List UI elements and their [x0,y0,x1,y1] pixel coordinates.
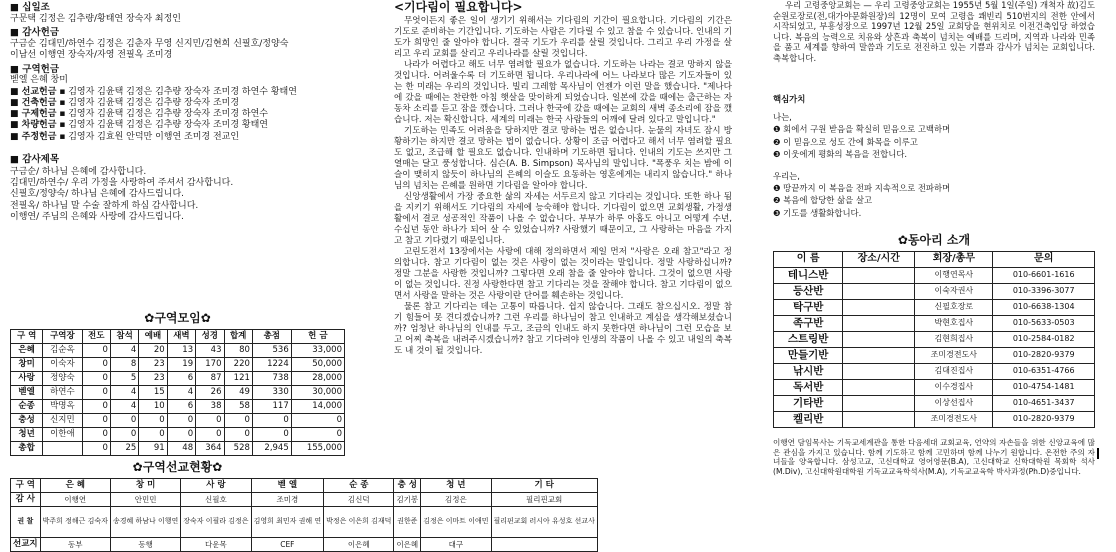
table-cell [843,267,915,283]
table-header-cell: 은 혜 [40,479,110,493]
table-cell: 하연수 [43,386,82,400]
table-header-cell: 벧 엘 [251,479,324,493]
table-row [11,538,598,552]
table-cell: 조미경전도사 [915,411,993,427]
table-cell: 정양숙 [43,372,82,386]
table-cell: 권한준 [394,507,421,538]
table-cell: 50,000 [291,358,344,372]
table-cell: 동부 [40,538,110,552]
table-cell: 536 [252,344,291,358]
pastor-note: 이행연 담임목사는 기독교세계관을 통한 다음세대 교회교육, 언약의 자손들을 위한 신앙교육에 많은 관심을 가지고 있습니다. 함께 기도하고 함께 고민하며 함께 나누기 원합니다. 온전한 주의 자녀들을 양육합니다. 삼성고교, 고신대학교 영어영문(B.A), 고신대학교 신학대학원 목회학 석사(M.Div), 고신대학원대학원 기독교교육학석사(M.A), 기독교교육학 박사과정(Ph.D)중입니다. [773,437,1095,477]
table-cell: 김기봉 [394,493,421,507]
district-offering-title: ■ 구역헌금 [10,63,59,75]
table-cell: 김대진집사 [915,363,993,379]
table-cell: 0 [196,414,224,428]
table-cell [843,363,915,379]
table-cell: 김신덕 [324,493,394,507]
table-cell: 010-6638-1304 [993,299,1095,315]
table-cell: 0 [252,428,291,442]
table-cell: 14,000 [291,400,344,414]
table-cell: 33,000 [291,344,344,358]
table-cell: 38 [196,400,224,414]
thanks-offering-names-2: 이남선 이행연 장숙자/자영 전필옥 조미경 [10,50,173,61]
table-cell: 6 [167,372,195,386]
thanks-item: 김대민/하연수/ 우리 가정을 사랑하여 주셔서 감사합니다. [10,178,234,188]
table-cell: 010-6601-1616 [993,267,1095,283]
table-cell: 김순옥 [43,344,82,358]
table-cell: 0 [224,428,252,442]
table-cell: 364 [196,442,224,456]
table-row [11,507,598,538]
table-cell: 0 [82,386,110,400]
table-row [774,315,1095,331]
thanks-items-list [10,167,345,223]
table-header-cell: 성경 [196,330,224,344]
table-cell: 이행연목사 [915,267,993,283]
table-cell: 010-2584-0182 [993,331,1095,347]
table-cell: 738 [252,372,291,386]
table-cell: 기타반 [774,395,843,411]
thanks-item: 구금순/ 하나님 은혜에 감사합니다. [10,166,147,177]
table-cell: 010-2820-9379 [993,411,1095,427]
table-cell [843,395,915,411]
table-cell: 91 [139,442,167,456]
table-header-cell: 총점 [252,330,291,344]
table-cell: 조미경전도사 [915,347,993,363]
article-paragraph: 물론 참고 기다리는 데는 고통이 따릅니다. 쉽지 않습니다. 그래도 참으십시오. 정말 참기 힘들어 못 견디겠습니까? 그런 우리를 하나님이 참고 인내하고 계심을 생각해보셨습니까? 엄청난 하나님의 인내를 두고, 조금의 인내도 하지 못한다면 하나님이 그런 모습을 보고 어찌 축복을 내려주시겠습니까? 참고 기다려야 인생의 작품이 나올 수 있고 내일의 축복도 내 것이 될 것입니다. [394,302,732,356]
article-paragraph: 신앙생활에서 가장 중요한 삶의 자세는 서두르지 않고 기다리는 것입니다. 또한 하나 됨을 지키기 위해서도 기다림의 자세에 능숙해야 합니다. 기다림이 없으면 교회생활, 가정생활에서 결코 성공적인 작품이 나올 수 없습니다. 부부가 하루 아홉도 아니고 어떻게 수년, 수십년 동안 하나가 되어 살 수 있었습니까? 사랑했기 때문이고, 그 사랑하는 마음을 가지고 참고 기다렸기 때문입니다. [394,192,732,246]
table-cell: 이수경집사 [915,379,993,395]
table-row [11,344,345,358]
table-cell: 박현호집사 [915,315,993,331]
table-cell: 0 [291,428,344,442]
church-history: 우리 고령중앙교회는 — 우리 고령중앙교회는 1955년 5월 1일(주일) 개척자 故)김도순원로장로(전,대가야문화원장)의 12명이 모여 고령읍 쾌빈리 510번지의 전한 안에서 시작되었고, 부흥성장으로 1997년 12월 25일 교회당을 현위치로 이전건축입당 하였습니다. 복음의 능력으로 치유와 상흔과 축복이 넘치는 예배를 드리며, 지역과 나라와 민족을 품고 세계를 향하여 말씀과 기도로 전진하고 있는 기쁨과 감사가 넘치는 교회입니다. 축복합니다. [773,0,1095,63]
table-row [11,372,345,386]
table-header-cell: 충 성 [394,479,421,493]
district-meeting-table [10,329,345,456]
article-paragraph: 무엇이든지 좋은 일이 생기기 위해서는 기다림의 기간이 필요합니다. 기다림의 기간은 기도로 준비하는 기간입니다. 기도하는 사람은 기다릴 수 있고 참을 수 있습니다. 인내의 기도가 희망인 줄 알아야 합니다. 결국 기도가 우리를 살릴 것입니다. 그리고 우리 가정을 살리고 우리 교회를 살리고 우리나라를 살릴 것입니다. [394,16,732,59]
edge-mark [1097,448,1099,459]
table-header-cell: 청 년 [421,479,491,493]
table-header-cell: 사 랑 [181,479,251,493]
table-cell: 등산반 [774,283,843,299]
table-cell: 23 [139,372,167,386]
table-cell [843,331,915,347]
table-row [774,379,1095,395]
table-cell: 감 사 [11,493,41,507]
core-group1-head: 나는, [773,112,792,123]
table-cell: 사랑 [11,372,43,386]
table-header-cell: 새벽 [167,330,195,344]
core-value-item: ❸ 이웃에게 평화의 복음을 전합니다. [773,148,908,159]
table-cell: 족구반 [774,315,843,331]
table-cell: 4 [167,386,195,400]
table-cell: 신지민 [43,414,82,428]
table-row [774,283,1095,299]
special-offering-line: ■ 구제헌금 ▪ 김영자 김윤택 김정은 김추량 장숙자 조미경 하연수 [10,109,268,120]
table-header-cell: 구 역 [11,479,41,493]
table-header-cell: 문의 [993,251,1095,267]
table-cell: 김영희 최민자 권해 연 [251,507,324,538]
special-offering-line: ■ 차량헌금 ▪ 김영자 김윤택 김정은 김추량 장숙자 조미경 황태연 [10,120,268,131]
table-cell: 20 [139,344,167,358]
table-row [774,363,1095,379]
table-cell: 010-5633-0503 [993,315,1095,331]
table-cell: 낚시반 [774,363,843,379]
table-header-cell: 회장/총무 [915,251,993,267]
table-cell: 0 [167,428,195,442]
thanks-item: 신필호/정양숙/ 하나님 은혜에 감사드립니다. [10,189,185,200]
tithe-title: ■ 십일조 [10,2,50,13]
table-cell: 170 [196,358,224,372]
thanks-item: 이행연/ 주님의 은혜와 사랑에 감사드립니다. [10,211,184,222]
table-row [11,414,345,428]
table-row [774,395,1095,411]
table-row [11,442,345,456]
core-value-item: ❷ 이 믿음으로 성도 간에 화목을 이루고 [773,136,918,147]
table-cell: 0 [252,414,291,428]
table-cell: 권 찰 [11,507,41,538]
flower-icon: ✿ [200,311,211,325]
table-cell: 30,000 [291,386,344,400]
table-cell: 청년 [11,428,43,442]
table-cell: 48 [167,442,195,456]
table-cell: 김정은 [421,493,491,507]
table-cell: 스트링반 [774,331,843,347]
table-cell: 총합 [11,442,43,456]
tithe-names: 구문택 김정은 김추량/황태연 장숙자 최정인 [10,13,181,24]
core-value-item: ❶ 땅끝까지 이 복음을 전파 지속적으로 전파하며 [773,183,951,194]
flower-icon: ✿ [897,232,908,247]
table-cell: 다운목 [181,538,251,552]
table-cell: 이한애 [43,428,82,442]
table-row [774,331,1095,347]
table-cell: 0 [82,372,110,386]
table-cell: 80 [224,344,252,358]
table-cell: 0 [139,428,167,442]
table-cell: 켈리반 [774,411,843,427]
table-cell: 5 [110,372,138,386]
church-info-column [773,0,1095,477]
special-offering-line: ■ 주정헌금 ▪ 김영자 김효원 안덕만 이행연 조미경 전교인 [10,131,240,142]
table-row [774,411,1095,427]
table-cell: 528 [224,442,252,456]
table-cell: 안민민 [110,493,180,507]
table-cell: 10 [139,400,167,414]
article-paragraph: 나라가 어렵다고 해도 너무 염려할 필요가 없습니다. 기도하는 나라는 결코 망하지 않을 것입니다. 어려울수록 더 기도하면 됩니다. 우리나라에 어느 나라보다 많은 기도자들이 있는 한 미래는 우리의 것입니다. 빌리 그레함 목사님이 언젠가 이런 말을 했습니다. "제나다에 갔을 때에는 찬란한 아침 햇살을 맞이하게 되었습니다. 일본에 갔을 때에는 출근하는 자동차 소리를 듣고 잠을 깼습니다. 그러나 한국에 갔을 때에는 교회의 새벽 종소리에 잠을 깼습니다. 저는 확신합니다. 세계의 미래는 한국 사람들의 어깨에 달려 있다고 말입니다." [394,60,732,125]
special-offering-line: ■ 선교헌금 ▪ 김영자 김윤택 김정은 김추량 장숙자 조미경 하연수 황태연 [10,86,297,97]
table-cell: 대구 [421,538,491,552]
table-cell: 0 [82,442,110,456]
core-value-item: ❸ 기도를 생활화합니다. [773,207,862,218]
table-row [11,386,345,400]
table-cell: 0 [110,428,138,442]
table-cell: 조미경 [251,493,324,507]
table-cell: 0 [291,414,344,428]
table-cell: 박명옥 [43,400,82,414]
table-cell: 0 [196,428,224,442]
flower-icon: ✿ [144,311,155,325]
table-cell: 25 [110,442,138,456]
table-row [774,299,1095,315]
table-cell [843,347,915,363]
article-paragraph: 기도하는 민족도 어려움을 당하지만 결코 망하는 법은 없습니다. 눈물의 자녀도 잠시 방황하기는 하지만 결코 망하는 법이 없습니다. 상황이 조금 어렵다고 해서 너무 염려할 필요도 없고, 조급해 할 필요도 없습니다. 인내하며 기도하면 됩니다. 인내의 기도는 쓰지만 그 열매는 달고 풍성합니다. 심슨(A. B. Simpson) 목사님의 말입니다. "폭풍우 치는 밤에 이슬이 맺히지 않듯이 하나님의 은혜의 이슬도 요동하는 영혼에게는 내리지 않습니다." 하나님의 넘치는 은혜를 원하면 기다림을 알아야 합니다. [394,126,732,191]
table-cell: 0 [82,428,110,442]
club-table-title: ✿동아리 소개 [897,232,971,247]
table-header-cell: 기 타 [491,479,597,493]
table-cell: 0 [82,358,110,372]
mission-status-table [10,478,598,552]
table-cell: 010-3396-3077 [993,283,1095,299]
table-header-cell: 이 름 [774,251,843,267]
article-title: <기다림이 필요합니다> [394,0,523,14]
table-cell: 4 [110,400,138,414]
table-cell: 김현희집사 [915,331,993,347]
flower-icon: ✿ [132,460,143,474]
table-cell: 탁구반 [774,299,843,315]
district-table-title: ✿구역모임✿ [144,311,211,325]
table-cell: 이은혜 [394,538,421,552]
table-cell [843,299,915,315]
table-row [11,400,345,414]
table-cell: 6 [167,400,195,414]
table-cell: 0 [110,414,138,428]
table-header-cell: 구역장 [43,330,82,344]
table-cell: 동행 [110,538,180,552]
table-header-cell: 장소/시간 [843,251,915,267]
table-cell: 박주희 정해근 김숙자 [40,507,110,538]
table-row [11,493,598,507]
thanks-offering-title: ■ 감사헌금 [10,27,59,39]
table-cell: 2,945 [252,442,291,456]
table-cell: 이숙자권사 [915,283,993,299]
table-cell: 28,000 [291,372,344,386]
table-cell: 테니스반 [774,267,843,283]
table-cell [843,411,915,427]
article-paragraph: 고린도전서 13장에서는 사랑에 대해 정의하면서 제일 먼저 "사랑은 오래 참고"라고 정의합니다. 참고 기다림이 없는 것은 사랑이 없는 것이라는 말입니다. 정말 사랑하십니까? 정말 그분을 사랑한 것입니까? 그렇다면 오래 참을 줄 알아야 합니다. 그것이 없으면 사랑이 없는 것입니다. 진정 사랑한다면 참고 기다리는 것을 잘해야 합니다. 참고 기다림이 없으면서 사랑을 말하는 것은 사랑이란 단어를 훼손하는 것입니다. [394,247,732,301]
special-offering-line: ■ 건축헌금 ▪ 김영자 김윤택 김정은 김추량 장숙자 조미경 [10,97,240,108]
core-group2-head: 우리는, [773,170,800,181]
mission-table-title: ✿구역선교현황✿ [132,460,223,474]
table-cell: 220 [224,358,252,372]
table-cell: 49 [224,386,252,400]
table-cell: 010-4754-1481 [993,379,1095,395]
table-header-cell: 예배 [139,330,167,344]
table-header-cell: 참석 [110,330,138,344]
table-cell: 은혜 [11,344,43,358]
table-cell [843,379,915,395]
special-offerings [10,87,345,143]
table-cell: 19 [167,358,195,372]
table-cell: 만들기반 [774,347,843,363]
table-cell: 필리핀교회 [491,493,597,507]
table-cell: 8 [110,358,138,372]
table-cell: 박정은 이은희 김재덕 [324,507,394,538]
table-cell: 독서반 [774,379,843,395]
thanks-offering-names-1: 구금순 김대민/하연수 김정은 김춘자 무영 신지민/김현희 신필호/정양숙 [10,39,289,49]
table-cell: 필리핀교회 러시아 유성호 선교사 [491,507,597,538]
table-cell: 13 [167,344,195,358]
table-cell: 1224 [252,358,291,372]
table-cell: 장숙자 이필라 김정은 [181,507,251,538]
table-cell: 4 [110,344,138,358]
table-cell: 창미 [11,358,43,372]
table-cell: 58 [224,400,252,414]
table-header-cell: 전도 [82,330,110,344]
table-cell: 신필호장로 [915,299,993,315]
table-cell: 26 [196,386,224,400]
table-cell: 이행연 [40,493,110,507]
table-row [774,267,1095,283]
table-cell: 117 [252,400,291,414]
table-cell: 신필호 [181,493,251,507]
table-cell: 0 [82,400,110,414]
table-cell: 23 [139,358,167,372]
table-cell: 이은혜 [324,538,394,552]
table-cell: CEF [251,538,324,552]
core-value-item: ❷ 복음에 합당한 삶을 살고 [773,195,873,206]
table-cell: 4 [110,386,138,400]
table-row [11,428,345,442]
table-header-cell: 창 미 [110,479,180,493]
table-cell: 330 [252,386,291,400]
table-cell: 155,000 [291,442,344,456]
table-cell: 010-6351-4766 [993,363,1095,379]
table-cell: 87 [196,372,224,386]
article-body [394,16,732,357]
table-cell: 0 [82,344,110,358]
table-cell [43,442,82,456]
table-header-cell: 구 역 [11,330,43,344]
table-cell [491,538,597,552]
thanks-items-title: ■ 감사제목 [10,153,59,165]
table-cell [843,283,915,299]
table-cell: 010-4651-3437 [993,395,1095,411]
table-cell: 송경혜 하남나 이행연 [110,507,180,538]
table-cell: 벧엘 [11,386,43,400]
table-header-cell: 합계 [224,330,252,344]
table-cell: 0 [167,414,195,428]
table-row [11,358,345,372]
table-cell: 이숙자 [43,358,82,372]
table-cell: 순종 [11,400,43,414]
table-cell: 0 [224,414,252,428]
table-cell: 121 [224,372,252,386]
table-cell: 이상선집사 [915,395,993,411]
table-cell: 15 [139,386,167,400]
table-cell: 010-2820-9379 [993,347,1095,363]
core-values [773,93,1095,219]
flower-icon: ✿ [212,460,223,474]
article-column [394,0,732,357]
table-cell: 선교지 [11,538,41,552]
table-cell: 0 [82,414,110,428]
table-row [774,347,1095,363]
table-header-cell: 순 종 [324,479,394,493]
table-cell: 김정은 이마트 이애민 [421,507,491,538]
table-header-cell: 헌 금 [291,330,344,344]
table-cell: 충성 [11,414,43,428]
district-offering-names: 벧엘 은혜 창미 [10,75,68,86]
table-cell: 0 [139,414,167,428]
table-cell [843,315,915,331]
core-values-title: 핵심가치 [773,94,806,104]
club-table [773,251,1095,428]
thanks-item: 전필옥/ 하나님 말 수술 잘하게 하심 감사합니다. [10,200,199,211]
core-value-item: ❶ 회에서 구원 받음을 확실히 믿음으로 고백하며 [773,124,951,135]
table-cell: 43 [196,344,224,358]
